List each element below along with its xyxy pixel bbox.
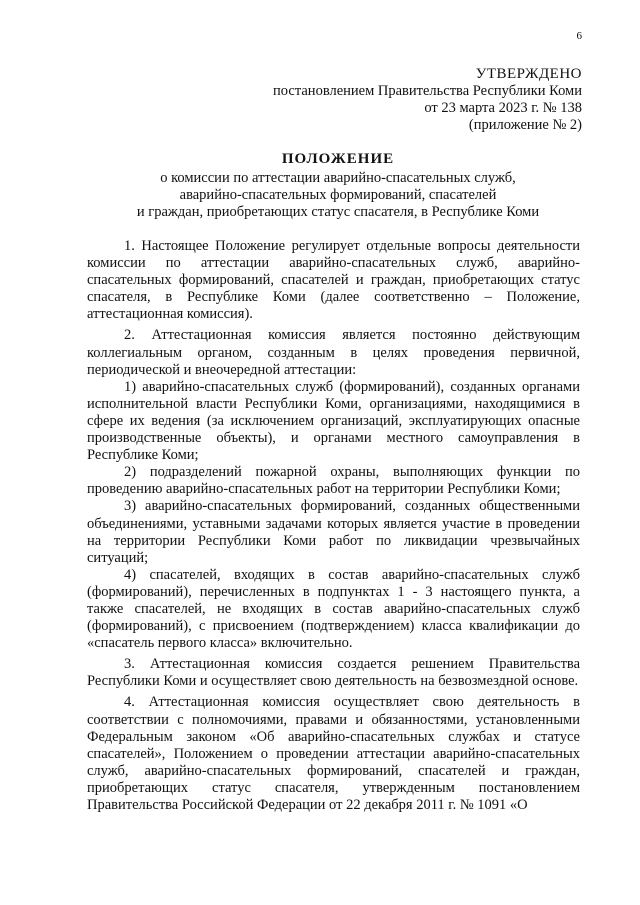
paragraph-4: 4. Аттестационная комиссия осуществляет свою деятельность в соответствии с полномочиями, правами и обязанностями, установленными Федеральным законом «Об аварийно-спасательных службах и статусе спасателей», Положением о проведении аттестации аварийно-спасательных служб, аварийно-спасательных формирований, спасателей и граждан, приобретающих статус спасателя, утвержденным постановлением Правительства Российской Федерации от 22 декабря 2011 г. № 1091 «О [87, 694, 580, 813]
document-body [87, 238, 580, 814]
paragraph-2-item-3: 3) аварийно-спасательных формирований, созданных общественными объединениями, уставными задачами которых является участие в проведении на территории Республики Коми работ по ликвидации чрезвычайных ситуаций; [87, 498, 580, 566]
page-number: 6 [576, 30, 582, 42]
approval-heading: УТВЕРЖДЕНО [475, 66, 582, 82]
paragraph-1: 1. Настоящее Положение регулирует отдельные вопросы деятельности комиссии по аттестации аварийно-спасательных служб, аварийно-спасательных формирований, спасателей и граждан, приобретающих статус спасателя, в Республике Коми (далее соответственно – Положение, аттестационная комиссия). [87, 238, 580, 323]
title-subline-2: аварийно-спасательных формирований, спасателей [179, 187, 497, 203]
paragraph-3: 3. Аттестационная комиссия создается решением Правительства Республики Коми и осуществляет свою деятельность на безвозмездной основе. [87, 656, 580, 690]
document-title: ПОЛОЖЕНИЕ [281, 151, 395, 167]
approval-line-appendix: (приложение № 2) [468, 117, 582, 133]
paragraph-2-item-4: 4) спасателей, входящих в состав аварийно-спасательных служб (формирований), перечисленных в подпунктах 1 - 3 настоящего пункта, а также спасателей, не входящих в состав аварийно-спасательных служб (формирований), с присвоением (подтверждением) класса квалификации до «спасатель первого класса» включительно. [87, 566, 580, 652]
approval-line-date: от 23 марта 2023 г. № 138 [424, 100, 582, 116]
paragraph-2-item-1: 1) аварийно-спасательных служб (формирований), созданных органами исполнительной власти Республики Коми, организациями, находящимися в сфере их ведения (за исключением организаций, эксплуатирующих опасные производственные объекты), и органами местного самоуправления в Республике Коми; [87, 378, 580, 464]
title-subline-1: о комиссии по аттестации аварийно-спасательных служб, [160, 170, 516, 186]
paragraph-2: 2. Аттестационная комиссия является постоянно действующим коллегиальным органом, созданным в целях проведения первичной, периодической и внеочередной аттестации: [87, 327, 580, 378]
paragraph-2-item-2: 2) подразделений пожарной охраны, выполняющих функции по проведению аварийно-спасательных работ на территории Республики Коми; [87, 464, 580, 498]
document-title-block [88, 151, 588, 221]
title-subline-3: и граждан, приобретающих статус спасателя, в Республике Коми [136, 204, 540, 220]
approval-line-resolution: постановлением Правительства Республики Коми [273, 83, 582, 99]
approval-stamp-block [273, 66, 582, 134]
